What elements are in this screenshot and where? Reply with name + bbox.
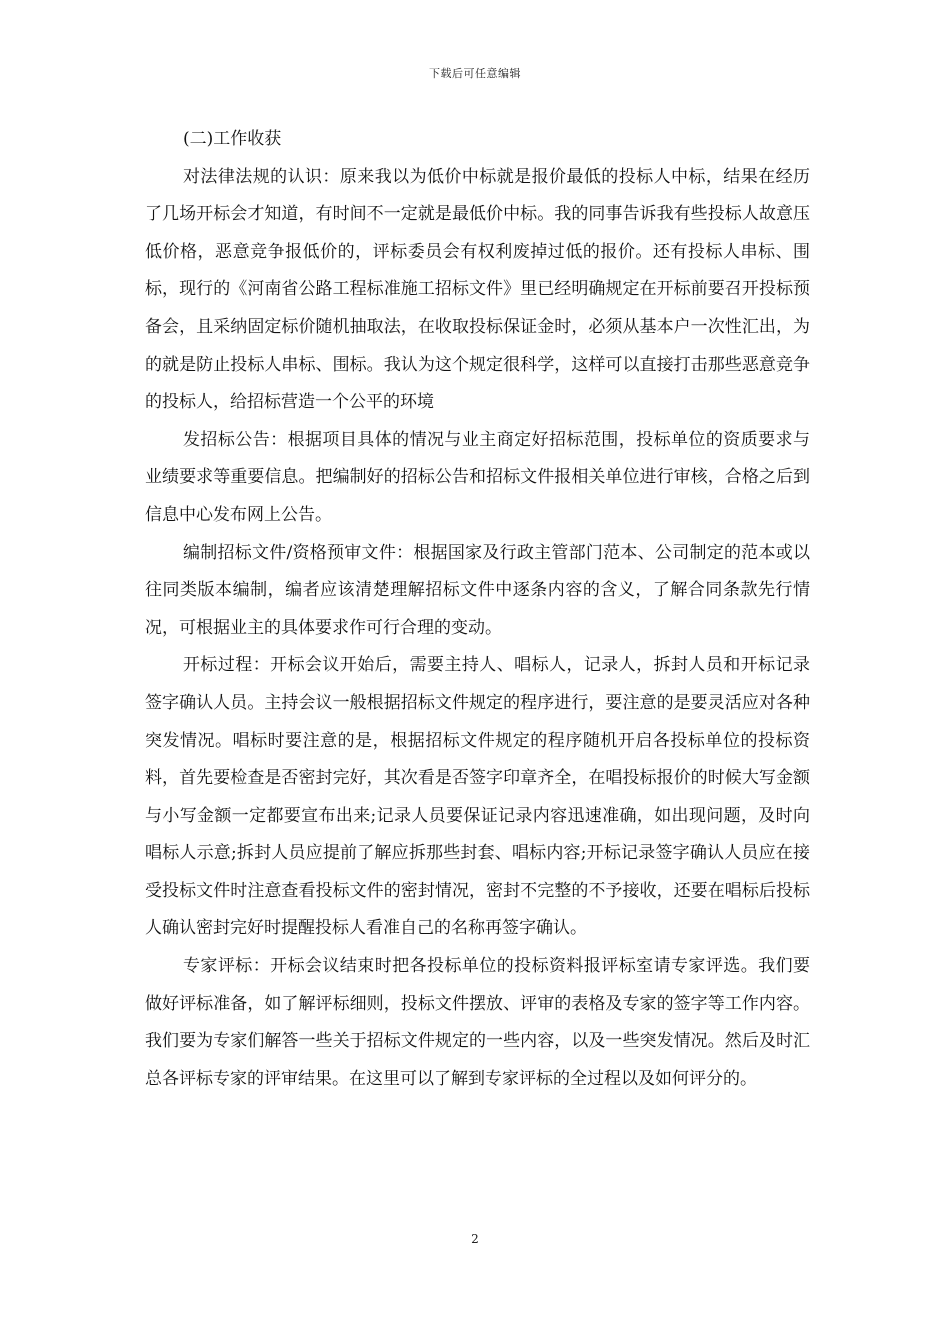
paragraph-expert-evaluation: 专家评标：开标会议结束时把各投标单位的投标资料报评标室请专家评选。我们要做好评标准备，如了解评标细则，投标文件摆放、评审的表格及专家的签字等工作内容。我们要为专家们解答一些关于招标文件规定的一些内容，以及一些突发情况。然后及时汇总各评标专家的评审结果。在这里可以了解到专家评标的全过程以及如何评分的。: [145, 956, 810, 1089]
paragraph-law-understanding: 对法律法规的认识：原来我以为低价中标就是报价最低的投标人中标，结果在经历了几场开标会才知道，有时间不一定就是最低价中标。我的同事告诉我有些投标人故意压低价格，恶意竞争报低价的，评标委员会有权利废掉过低的报价。还有投标人串标、围标，现行的《河南省公路工程标准施工招标文件》里已经明确规定在开标前要召开投标预备会，且采纳固定标价随机抽取法，在收取投标保证金时，必须从基本户一次性汇出，为的就是防止投标人串标、围标。我认为这个规定很科学，这样可以直接打击那些恶意竞争的投标人，给招标营造一个公平的环境: [145, 166, 810, 413]
paragraph-tender-documents: 编制招标文件/资格预审文件：根据国家及行政主管部门范本、公司制定的范本或以往同类版本编制，编者应该清楚理解招标文件中逐条内容的含义，了解合同条款先行情况，可根据业主的具体要求作可行合理的变动。: [145, 542, 810, 638]
paragraph-tender-announcement: 发招标公告：根据项目具体的情况与业主商定好招标范围，投标单位的资质要求与业绩要求等重要信息。把编制好的招标公告和招标文件报相关单位进行审核，合格之后到信息中心发布网上公告。: [145, 429, 810, 525]
document-body: [145, 121, 810, 1098]
page-number: 2: [471, 1232, 479, 1246]
page-header: 下载后可任意编辑: [429, 67, 521, 80]
paragraph-bid-opening: 开标过程：开标会议开始后，需要主持人、唱标人，记录人，拆封人员和开标记录签字确认人员。主持会议一般根据招标文件规定的程序进行，要注意的是要灵活应对各种突发情况。唱标时要注意的是，根据招标文件规定的程序随机开启各投标单位的投标资料，首先要检查是否密封完好，其次看是否签字印章齐全，在唱投标报价的时候大写金额与小写金额一定都要宣布出来;记录人员要保证记录内容迅速准确，如出现问题，及时向唱标人示意;拆封人员应提前了解应拆那些封套、唱标内容;开标记录签字确认人员应在接受投标文件时注意查看投标文件的密封情况，密封不完整的不予接收，还要在唱标后投标人确认密封完好时提醒投标人看准自己的名称再签字确认。: [145, 655, 810, 939]
section-title: (二)工作收获: [183, 129, 282, 149]
